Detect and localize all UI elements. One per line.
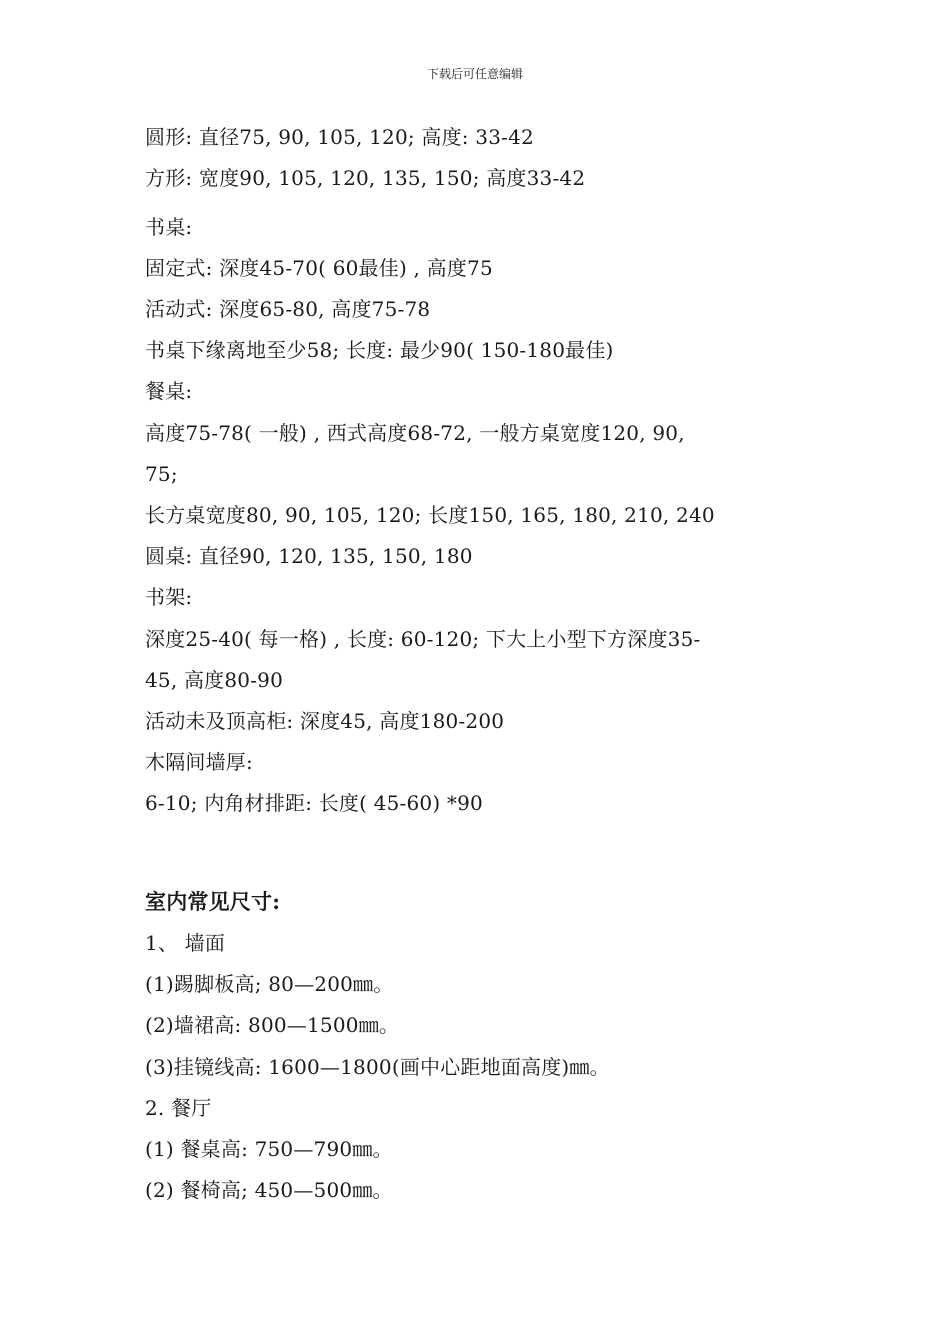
text-line-dining-height-cont: 75; — [145, 462, 178, 486]
text-line-tall-cabinet: 活动未及顶高柜: 深度45, 高度180-200 — [145, 709, 505, 733]
text-line-square-table: 方形: 宽度90, 105, 120, 135, 150; 高度33-42 — [145, 166, 586, 190]
text-line-rect-table: 长方桌宽度80, 90, 105, 120; 长度150, 165, 180, 210, 240 — [145, 503, 715, 527]
text-line-dining-height: 高度75-78( 一般) , 西式高度68-72, 一般方桌宽度120, 90, — [145, 421, 685, 445]
text-line-movable-desk: 活动式: 深度65-80, 高度75-78 — [145, 297, 431, 321]
text-line-round-table: 圆形: 直径75, 90, 105, 120; 高度: 33-42 — [145, 125, 534, 149]
text-line-bookshelf-depth: 深度25-40( 每一格) , 长度: 60-120; 下大上小型下方深度35- — [145, 627, 701, 651]
text-line-desk-label: 书桌: — [145, 215, 193, 239]
text-line-fixed-desk: 固定式: 深度45-70( 60最佳) , 高度75 — [145, 256, 493, 280]
text-line-skirting: (1)踢脚板高; 80—200㎜。 — [145, 972, 394, 996]
text-line-dining-chair-height: (2) 餐椅高; 450—500㎜。 — [145, 1178, 393, 1202]
text-line-wall: 1、 墙面 — [145, 931, 226, 955]
text-line-picture-rail: (3)挂镜线高: 1600—1800(画中心距地面高度)㎜。 — [145, 1055, 610, 1079]
text-line-partition-label: 木隔间墙厚: — [145, 750, 253, 774]
text-line-desk-clearance: 书桌下缘离地至少58; 长度: 最少90( 150-180最佳) — [145, 338, 614, 362]
text-line-partition-spec: 6-10; 内角材排距: 长度( 45-60) *90 — [145, 791, 483, 815]
text-line-dining-table-height: (1) 餐桌高: 750—790㎜。 — [145, 1137, 393, 1161]
text-line-dining-room: 2. 餐厅 — [145, 1096, 212, 1120]
text-line-bookshelf-label: 书架: — [145, 585, 193, 609]
page-header: 下载后可任意编辑 — [426, 67, 523, 81]
section-heading: 室内常见尺寸: — [145, 889, 281, 914]
text-line-round-dining: 圆桌: 直径90, 120, 135, 150, 180 — [145, 544, 473, 568]
text-line-dining-table-label: 餐桌: — [145, 379, 193, 403]
text-line-dado: (2)墙裙高: 800—1500㎜。 — [145, 1013, 400, 1037]
text-line-bookshelf-depth-cont: 45, 高度80-90 — [145, 668, 284, 692]
